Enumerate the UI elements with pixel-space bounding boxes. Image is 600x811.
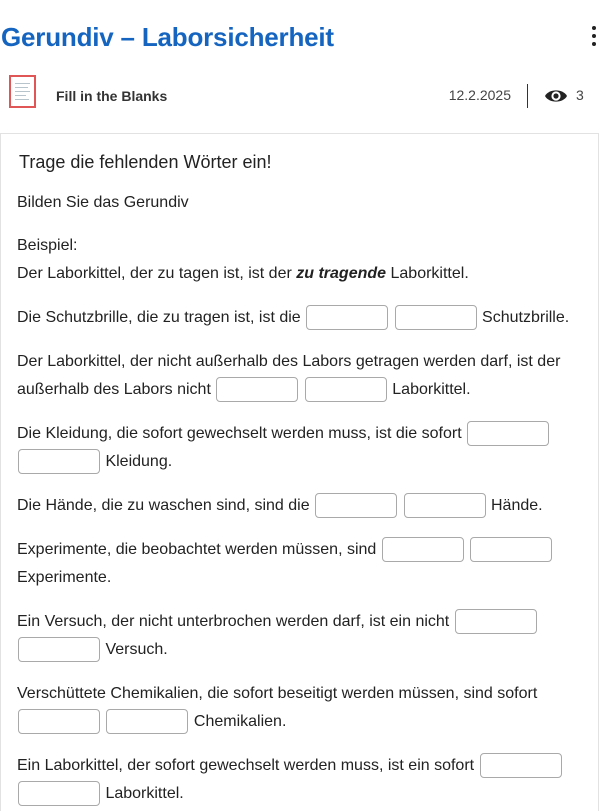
- blank-input[interactable]: [382, 537, 464, 562]
- question-text-end: Chemikalien.: [193, 713, 287, 730]
- question-text: Die Kleidung, die sofort gewechselt werden muss, ist die sofort: [17, 425, 462, 442]
- blank-input[interactable]: [455, 609, 537, 634]
- blank-input[interactable]: [18, 781, 100, 806]
- question-6: [17, 608, 577, 664]
- question-text-end: Schutzbrille.: [482, 309, 570, 326]
- question-4: [17, 492, 577, 520]
- question-5: [17, 536, 577, 592]
- blank-input[interactable]: [18, 637, 100, 662]
- kebab-menu-icon[interactable]: [588, 24, 600, 48]
- question-1: [17, 304, 577, 332]
- question-text-end: Laborkittel.: [392, 381, 471, 398]
- question-text: Die Hände, die zu waschen sind, sind die: [17, 497, 310, 514]
- view-count: 3: [576, 87, 584, 103]
- blank-input[interactable]: [315, 493, 397, 518]
- eye-icon: [544, 87, 568, 105]
- question-7: [17, 680, 577, 736]
- divider: [527, 84, 528, 108]
- question-text-end: Experimente.: [17, 569, 112, 586]
- blank-input[interactable]: [404, 493, 486, 518]
- header: [0, 0, 600, 133]
- question-text: Experimente, die beobachtet werden müssen, sind: [17, 541, 377, 558]
- page-title: Gerundiv – Laborsicherheit: [1, 22, 334, 52]
- blank-input[interactable]: [18, 449, 100, 474]
- question-text: Ein Versuch, der nicht unterbrochen werden darf, ist ein nicht: [17, 613, 450, 630]
- blank-input[interactable]: [395, 305, 477, 330]
- question-text: Die Schutzbrille, die zu tragen ist, ist die: [17, 309, 301, 326]
- example-answer: zu tragende: [296, 265, 387, 282]
- question-text: Der Laborkittel, der nicht außerhalb des Labors getragen werden darf, ist der außerhalb des Labors nicht: [17, 353, 561, 398]
- question-text: Verschüttete Chemikalien, die sofort beseitigt werden müssen, sind sofort: [17, 685, 538, 702]
- example-label: Beispiel:: [17, 237, 78, 254]
- blank-input[interactable]: [106, 709, 188, 734]
- question-text-end: Kleidung.: [105, 453, 173, 470]
- example-before: Der Laborkittel, der zu tagen ist, ist der: [17, 265, 292, 282]
- question-text-end: Versuch.: [105, 641, 168, 658]
- blank-input[interactable]: [467, 421, 549, 446]
- content-type-label: Fill in the Blanks: [56, 88, 168, 104]
- blank-input[interactable]: [470, 537, 552, 562]
- example-sentence: [17, 265, 469, 283]
- task-subtitle: Bilden Sie das Gerundiv: [17, 194, 189, 211]
- question-3: [17, 420, 577, 476]
- question-text-end: Hände.: [490, 497, 543, 514]
- example-after: Laborkittel.: [390, 265, 469, 282]
- instruction-text: Trage die fehlenden Wörter ein!: [19, 152, 272, 172]
- blank-input[interactable]: [480, 753, 562, 778]
- blank-input[interactable]: [18, 709, 100, 734]
- blank-input[interactable]: [306, 305, 388, 330]
- question-8: [17, 752, 577, 808]
- blank-input[interactable]: [305, 377, 387, 402]
- question-text: Ein Laborkittel, der sofort gewechselt werden muss, ist ein sofort: [17, 757, 475, 774]
- blank-input[interactable]: [216, 377, 298, 402]
- date-label: 12.2.2025: [448, 87, 511, 103]
- document-thumbnail-icon: [9, 75, 36, 108]
- exercise-card: [0, 133, 599, 811]
- question-text-end: Laborkittel.: [105, 785, 184, 802]
- question-2: [17, 348, 577, 404]
